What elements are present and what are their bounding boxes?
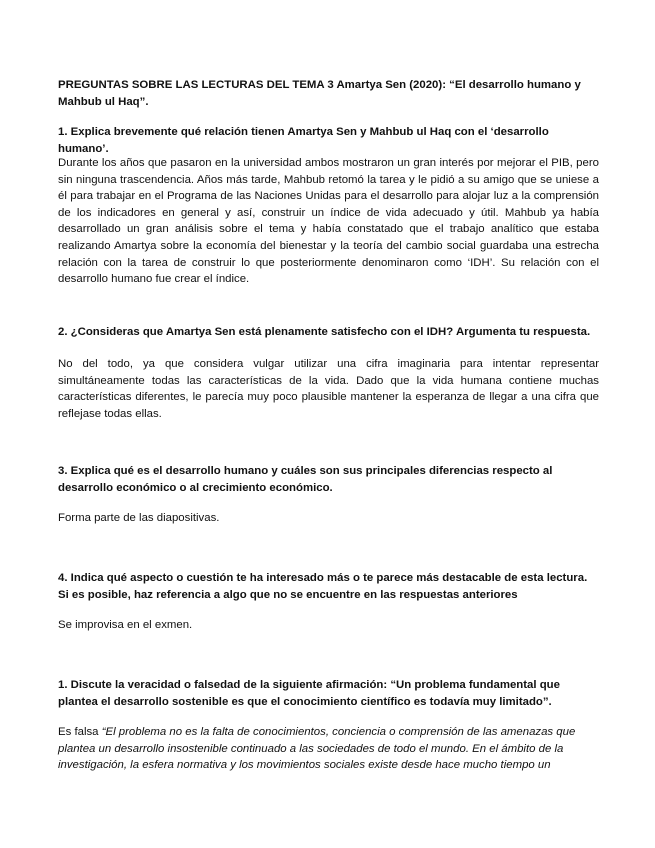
answer-5: [58, 724, 599, 774]
question-5: 1. Discute la veracidad o falsedad de la siguiente afirmación: “Un problema fundamental que plantea el desarrollo sostenible es que el conocimiento científico es todavía muy limitado”.: [58, 679, 560, 708]
document-title: PREGUNTAS SOBRE LAS LECTURAS DEL TEMA 3 Amartya Sen (2020): “El desarrollo humano y Mahbub ul Haq”.: [58, 79, 581, 108]
answer-3: Forma parte de las diapositivas.: [58, 512, 220, 524]
question-4: 4. Indica qué aspecto o cuestión te ha interesado más o te parece más destacable de esta lectura. Si es posible, haz referencia a algo que no se encuentre en las respuestas anteriores: [58, 572, 588, 601]
answer-4: Se improvisa en el exmen.: [58, 619, 193, 631]
question-1: 1. Explica brevemente qué relación tienen Amartya Sen y Mahbub ul Haq con el ‘desarrollo humano’.: [58, 126, 549, 155]
question-3: 3. Explica qué es el desarrollo humano y cuáles son sus principales diferencias respecto al desarrollo económico o al crecimiento económico.: [58, 465, 553, 494]
answer-1: Durante los años que pasaron en la universidad ambos mostraron un gran interés por mejorar el PIB, pero sin ninguna trascendencia. Años más tarde, Mahbub retomó la tarea y le pidió a su amigo que se uniese a él para trabajar en el Programa de las Naciones Unidas para el desarrollo para alojar luz a la comprensión de los indicadores en general y así, construir un índice de vida adecuado y útil. Mahbub ya había desarrollado un gran análisis sobre el tema y había constatado que el trabajo analítico que estaba realizando Amartya sobre la economía del bienestar y la teoría del cambio social guardaba una estrecha relación con la tarea de construir lo que posteriormente denominaron como ‘IDH’. Su relación con el desarrollo humano fue crear el índice.: [58, 157, 599, 286]
answer-2: No del todo, ya que considera vulgar utilizar una cifra imaginaria para intentar representar simultáneamente todas las características de la vida. Dado que la vida humana contiene muchas características diferentes, le parecía muy poco plausible mantener la esperanza de llegar a una cifra que reflejase todas ellas.: [58, 358, 599, 420]
answer-5-lead: Es falsa: [58, 726, 102, 738]
answer-5-quote: “El problema no es la falta de conocimientos, conciencia o comprensión de las amenazas que plantea un desarrollo insostenible continuado a las sociedades de todo el mundo. En el ámbito de la investigación, la esfera normativa y los movimientos sociales existe desde hace mucho tiempo un: [58, 726, 576, 772]
question-2: 2. ¿Consideras que Amartya Sen está plenamente satisfecho con el IDH? Argumenta tu respuesta.: [58, 326, 591, 338]
